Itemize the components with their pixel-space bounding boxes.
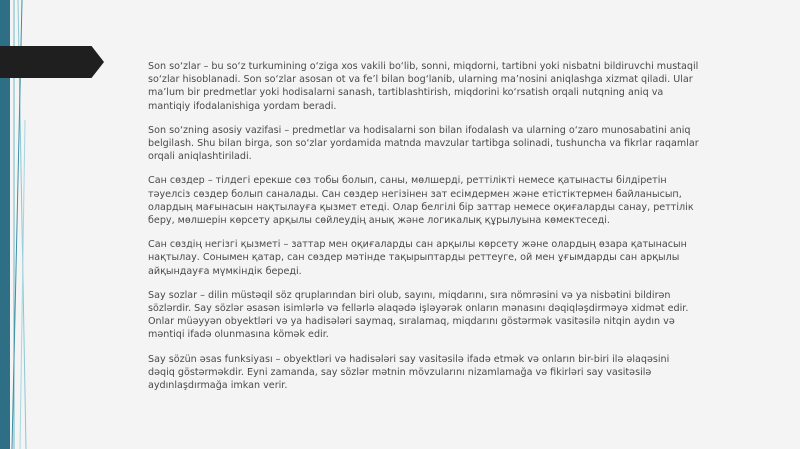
list-item	[131, 289, 699, 342]
bullet-icon	[131, 289, 148, 290]
list-item	[131, 174, 699, 227]
list-item-text: Say sözün əsas funksiyası – obyektləri və hadisələri say vasitəsilə ifadə etmək və onların bir-biri ilə əlaqəsini dəqiq göstərməkdir. Eyni zamanda, say sözlər mətnin mövzularını nizamlamağa və fikirləri say vasitəsilə aydınlaşdırmağa imkan verir.	[148, 353, 670, 392]
list-item	[131, 124, 699, 164]
bullet-icon	[131, 124, 148, 125]
list-item-text: Son so‘zlar – bu so‘z turkumining o‘ziga xos vakili bo‘lib, sonni, miqdorni, tartibni yoki nisbatni bildiruvchi mustaqil so‘zlar hisoblanadi. Son so‘zlar asosan ot va fe’l bilan bog‘lanib, ularning ma’nosini aniqlashga xizmat qiladi. Ular ma’lum bir predmetlar yoki hodisalarni sanash, tartiblashtirish, miqdorini ko‘rsatish orqali nutqning aniq va mantiqiy ifodalanishiga yordam beradi.	[148, 61, 699, 112]
bullet-icon	[131, 238, 148, 239]
list-item	[131, 60, 699, 113]
list-item	[131, 353, 699, 393]
bullet-icon	[131, 353, 148, 354]
arrow-tab-decoration	[0, 46, 104, 78]
bullet-icon	[131, 60, 148, 61]
list-item-text: Say sozlar – dilin müstəqil söz qruplarından biri olub, sayını, miqdarını, sıra nömrəsini və ya nisbətini bildirən sözlərdir. Say sözlər əsasən isimlərlə və fellərlə əlaqədə işləyərək onların mənasını dəqiqləşdirməyə xidmət edir. Onlar müəyyən obyektləri və ya hadisələri saymaq, sıralamaq, miqdarını göstərmək vasitəsilə nitqin aydın və məntiqi ifadə olunmasına kömək edir.	[148, 289, 689, 341]
list-item-text: Son so‘zning asosiy vazifasi – predmetlar va hodisalarni son bilan ifodalash va ularning o‘zaro munosabatini aniq belgilash. Shu bilan birga, son so‘zlar yordamida matnda mavzular tartibga solinadi, tushuncha va fikrlar raqamlar orqali aniqlashtiriladi.	[148, 124, 699, 163]
bullet-icon	[131, 174, 148, 175]
bullet-list	[131, 60, 699, 403]
list-item-text: Сан сөздің негізгі қызметі – заттар мен оқиғаларды сан арқылы көрсету және олардың өзара қатынасын нақтылау. Сонымен қатар, сан сөздер мәтінде тақырыптарды реттеуге, ой мен ұғымдарды сан арқылы айқындауға мүмкіндік береді.	[148, 239, 687, 277]
list-item-text: Сан сөздер – тілдегі ерекше сөз тобы болып, саны, мөлшерді, реттілікті немесе қатынасты білдіретін тәуелсіз сөздер болып саналады. Сан сөздер негізінен зат есімдермен және етістіктермен байланысып, олардың мағынасын нақтылауға қызмет етеді. Олар белгілі бір заттар немесе оқиғаларды санау, реттілік беру, мөлшерін көрсету арқылы сөйлеудің анық және логикалық құрылуына көмектеседі.	[148, 175, 694, 227]
list-item	[131, 238, 699, 278]
